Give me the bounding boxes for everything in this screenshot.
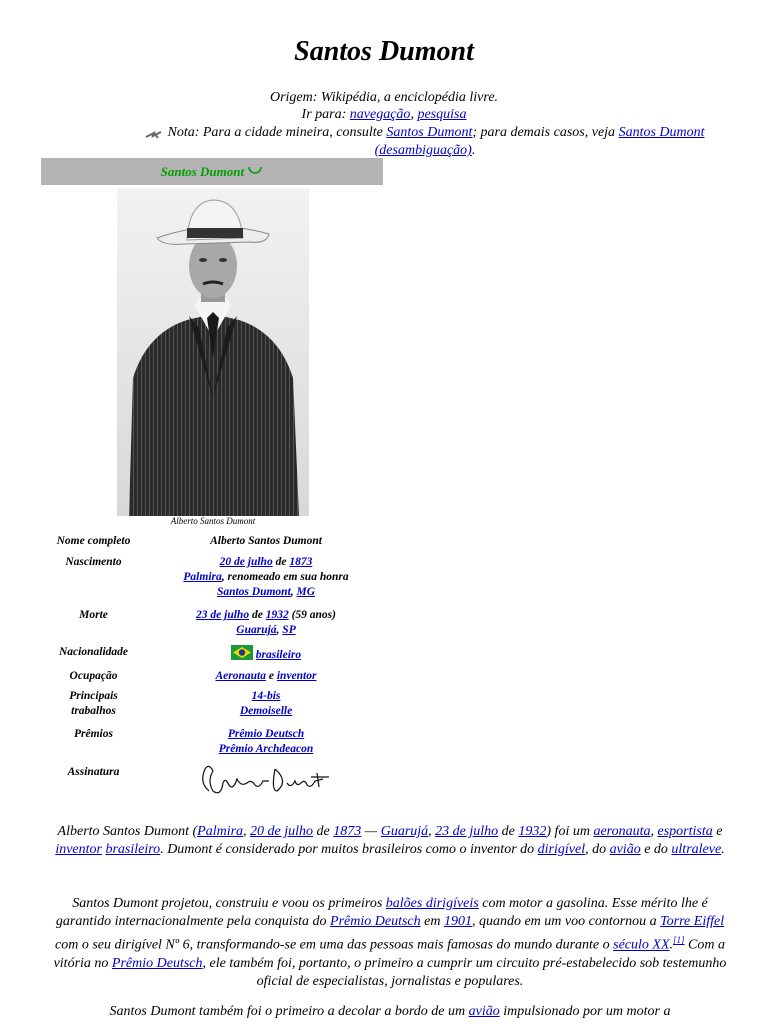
row-label: Assinatura	[67, 766, 120, 778]
p1-text: ) foi um	[546, 824, 590, 839]
p3-text: Santos Dumont também foi o primeiro a decolar a bordo de um	[109, 1004, 466, 1019]
goto-search-link[interactable]: pesquisa	[417, 107, 467, 122]
row-label	[42, 689, 145, 719]
premio-deutsch-link[interactable]: Prêmio Deutsch	[330, 914, 421, 929]
row-value	[170, 727, 362, 757]
e-text: e	[268, 670, 274, 682]
p2-text: .	[669, 937, 673, 953]
p2-text: com motor a gasolina. Esse mérito lhe é garantido internacionalmente pela conquista do	[55, 896, 708, 929]
row-value: Alberto Santos Dumont	[210, 535, 322, 547]
death-city-link[interactable]: Guarujá	[236, 624, 277, 636]
p2-text: , quando em um voo contornou a	[471, 914, 657, 929]
p1-text: e do	[644, 842, 668, 857]
p2-text: em	[424, 914, 441, 929]
p1-text: Alberto Santos Dumont (	[57, 824, 198, 839]
row-value	[170, 669, 362, 684]
p3-text: impulsionado por um motor a	[503, 1004, 671, 1019]
p1-text: e	[716, 824, 723, 839]
p1-text: ,	[243, 824, 247, 839]
p1-text: . Dumont é considerado por muitos brasileiros como o inventor do	[160, 842, 535, 857]
infobox-caption-text: Santos Dumont	[160, 164, 245, 179]
row-label: Nome completo	[56, 535, 131, 547]
p2-text: Com a vitória no	[53, 937, 725, 971]
row-value	[170, 555, 362, 600]
work-demoiselle-link[interactable]: Demoiselle	[239, 705, 293, 717]
infobox-caption	[41, 164, 383, 180]
goto-sep: ,	[410, 107, 414, 122]
p1-text: do	[592, 842, 607, 857]
row-label: Nascimento	[65, 556, 122, 568]
portrait-photo	[117, 188, 309, 516]
p1-text: —	[364, 824, 378, 839]
baloes-dirigiveis-link[interactable]: balões dirigíveis	[385, 896, 479, 911]
p1-text: ,	[585, 842, 589, 857]
label-line-2: trabalhos	[71, 705, 116, 717]
palmira-link[interactable]: Palmira	[197, 824, 244, 839]
origin-line: Origem: Wikipédia, a enciclopédia livre.	[269, 90, 499, 105]
p1-text: de	[316, 824, 330, 839]
birth-date-link[interactable]: 20 de julho	[219, 556, 273, 568]
third-paragraph	[45, 1003, 735, 1021]
p1-text: .	[721, 842, 725, 857]
photo-caption: Alberto Santos Dumont	[170, 516, 256, 526]
goto-prefix: Ir para:	[301, 107, 347, 122]
goto-navigation-link[interactable]: navegação	[349, 107, 411, 122]
award-deutsch-link[interactable]: Prêmio Deutsch	[227, 728, 305, 740]
premio-deutsch-link-2[interactable]: Prêmio Deutsch	[111, 955, 203, 971]
aeronauta-link[interactable]: aeronauta	[593, 824, 651, 839]
row-label: Morte	[79, 609, 108, 621]
occupation-inventor-link[interactable]: inventor	[276, 670, 317, 682]
torre-eiffel-link[interactable]: Torre Eiffel	[660, 914, 725, 929]
seculo-xx-link[interactable]: século XX	[613, 937, 670, 953]
note-link-city[interactable]: Santos Dumont	[386, 125, 473, 140]
p2-text: Santos Dumont projetou, construiu e voou os primeiros	[72, 896, 383, 911]
occupation-aeronauta-link[interactable]: Aeronauta	[215, 670, 266, 682]
de-text: de	[275, 556, 287, 568]
audio-icon[interactable]	[247, 164, 263, 177]
note-middle: ; para demais casos, veja	[472, 125, 616, 140]
note-suffix: .	[471, 143, 476, 158]
row-value	[170, 645, 362, 663]
comma: ,	[290, 586, 294, 598]
disambiguation-icon	[145, 128, 163, 138]
signature-image	[170, 761, 362, 799]
death-date-link[interactable]: 23 de julho	[196, 609, 250, 621]
p1-text: ,	[428, 824, 432, 839]
ultraleve-link[interactable]: ultraleve	[671, 842, 722, 857]
disambiguation-note	[95, 124, 755, 160]
year-1901-link[interactable]: 1901	[443, 914, 472, 929]
aviao-link-2[interactable]: avião	[468, 1004, 500, 1019]
inventor-link[interactable]: inventor	[55, 842, 102, 857]
birth-city-link[interactable]: Santos Dumont	[216, 586, 291, 598]
birth-year-link[interactable]: 1873	[333, 824, 362, 839]
award-archdeacon-link[interactable]: Prêmio Archdeacon	[218, 743, 314, 755]
nationality-link[interactable]: brasileiro	[255, 649, 302, 661]
brasileiro-link[interactable]: brasileiro	[105, 842, 161, 857]
birth-state-link[interactable]: MG	[296, 586, 316, 598]
age-text: (59 anos)	[291, 609, 336, 621]
intro-paragraph	[45, 823, 735, 859]
comma: ,	[276, 624, 280, 636]
birth-place-link[interactable]: Palmira	[183, 571, 222, 583]
death-state-link[interactable]: SP	[282, 624, 296, 636]
dirigivel-link[interactable]: dirigível	[537, 842, 586, 857]
note-link-disambig[interactable]: Santos Dumont (desambiguação)	[374, 125, 705, 158]
second-paragraph	[45, 895, 735, 991]
esportista-link[interactable]: esportista	[657, 824, 713, 839]
death-year-link[interactable]: 1932	[518, 824, 547, 839]
row-label: Prêmios	[74, 728, 113, 740]
work-14bis-link[interactable]: 14-bis	[251, 690, 281, 702]
row-value	[170, 608, 362, 638]
p1-text: ,	[650, 824, 654, 839]
death-date-link[interactable]: 23 de julho	[435, 824, 499, 839]
reference-1-link[interactable]: [1]	[673, 935, 685, 945]
aviao-link[interactable]: avião	[609, 842, 641, 857]
label-line-1: Principais	[69, 690, 118, 702]
de-text: de	[251, 609, 263, 621]
note-prefix: Nota: Para a cidade mineira, consulte	[167, 125, 383, 140]
p2-text: com o seu dirigível Nº 6, transformando-se em uma das pessoas mais famosas do mundo durante o	[55, 937, 610, 953]
birth-year-link[interactable]: 1873	[289, 556, 313, 568]
row-label: Ocupação	[69, 670, 118, 682]
p1-text: de	[501, 824, 515, 839]
guaruja-link[interactable]: Guarujá	[380, 824, 429, 839]
p2-text: , ele também foi, portanto, o primeiro a cumprir um circuito pré-estabelecido sob testemunho oficial de especialistas, jornalistas e populares.	[202, 955, 727, 989]
infobox-caption-bar	[41, 158, 383, 185]
brazil-flag-icon	[231, 649, 256, 661]
death-year-link[interactable]: 1932	[265, 609, 289, 621]
renamed-text: , renomeado em sua honra	[221, 571, 349, 583]
row-value	[170, 689, 362, 719]
goto-line	[0, 107, 768, 123]
row-label: Nacionalidade	[59, 646, 128, 658]
page-title: Santos Dumont	[294, 36, 474, 67]
birth-date-link[interactable]: 20 de julho	[250, 824, 314, 839]
